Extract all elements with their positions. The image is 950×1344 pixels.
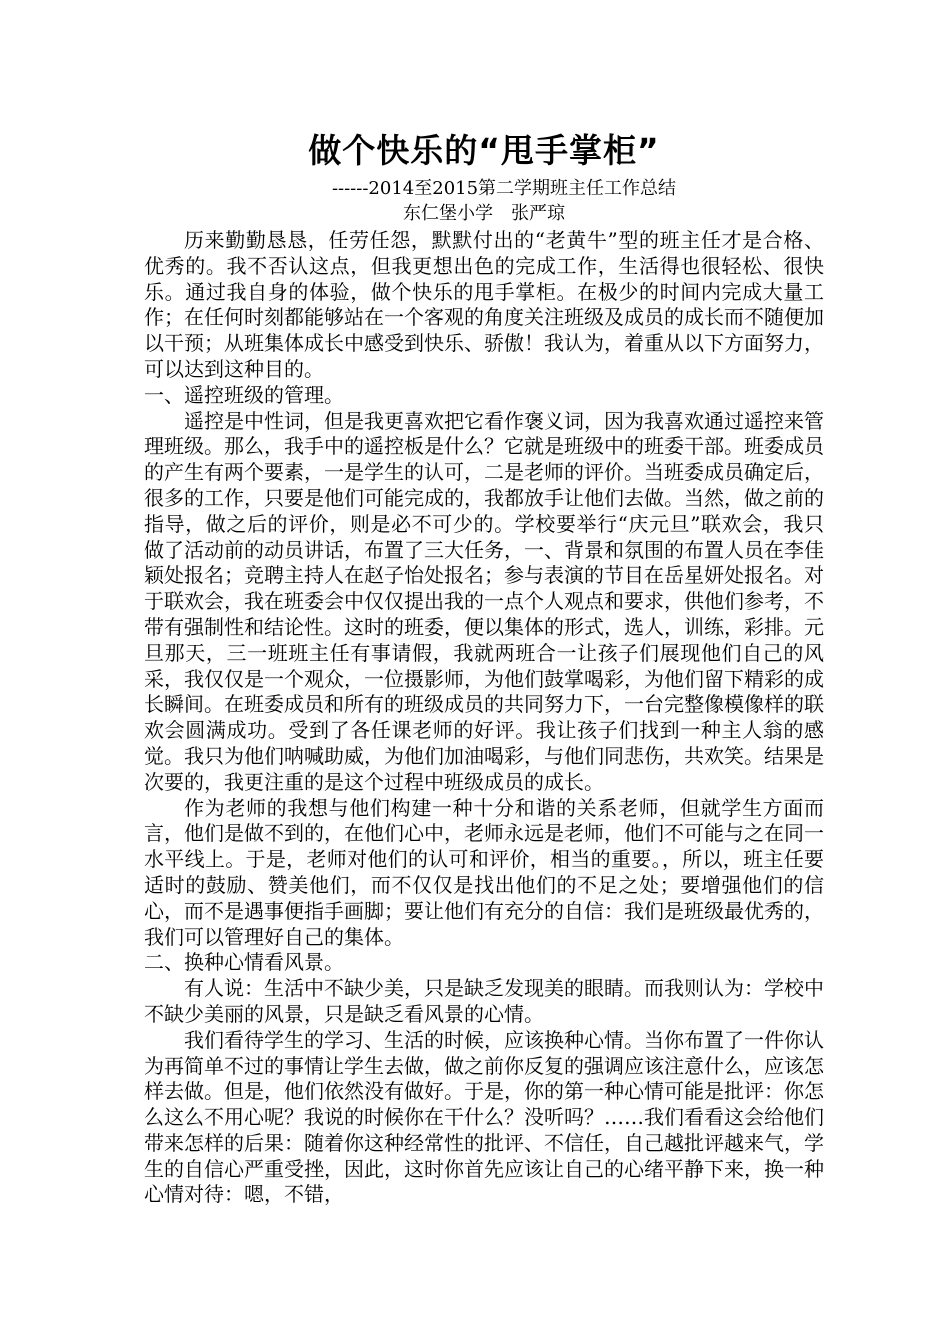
section-heading-1: 一、遥控班级的管理。 bbox=[144, 382, 344, 407]
paragraph-teacher-relationship: 作为老师的我想与他们构建一种十分和谐的关系老师，但就学生方面而言，他们是做不到的，在他们心中，老师永远是老师，他们不可能与之在同一水平线上。于是，老师对他们的认可和评价，相当的重要。，所以，班主任要适时的鼓励、赞美他们，而不仅仅是找出他们的不足之处；要增强他们的信心，而不是遇事便指手画脚；要让他们有充分的自信：我们是班级最优秀的，我们可以管理好自己的集体。 bbox=[144, 795, 824, 949]
document-author: 东仁堡小学 张严琼 bbox=[403, 203, 565, 224]
document-body bbox=[144, 228, 824, 1208]
section-heading-2: 二、换种心情看风景。 bbox=[144, 950, 344, 975]
document-page bbox=[144, 128, 824, 1208]
document-title: 做个快乐的“甩手掌柜” bbox=[308, 131, 660, 170]
document-subtitle: ------2014至2015第二学期班主任工作总结 bbox=[331, 178, 677, 199]
paragraph-intro: 历来勤勤恳恳，任劳任怨，默默付出的“老黄牛”型的班主任才是合格、优秀的。我不否认这点，但我更想出色的完成工作，生活得也很轻松、很快乐。通过我自身的体验，做个快乐的甩手掌柜。在极少的时间内完成大量工作；在任何时刻都能够站在一个客观的角度关注班级及成员的成长而不随便加以干预；从班集体成长中感受到快乐、骄傲！我认为，着重从以下方面努力，可以达到这种目的。 bbox=[144, 228, 824, 381]
paragraph-remote-control: 遥控是中性词，但是我更喜欢把它看作褒义词，因为我喜欢通过遥控来管理班级。那么，我手中的遥控板是什么？它就是班级中的班委干部。班委成员的产生有两个要素，一是学生的认可，二是老师的评价。当班委成员确定后，很多的工作，只要是他们可能完成的，我都放手让他们去做。当然，做之前的指导，做之后的评价，则是必不可少的。学校要举行“庆元旦”联欢会，我只做了活动前的动员讲话，布置了三大任务，一、背景和氛围的布置人员在李佳颖处报名；竞聘主持人在赵子怡处报名；参与表演的节目在岳星妍处报名。对于联欢会，我在班委会中仅仅提出我的一点个人观点和要求，供他们参考，不带有强制性和结论性。这时的班委，便以集体的形式，选人，训练，彩排。元旦那天，三一班班主任有事请假，我就两班合一让孩子们展现他们自己的风采，我仅仅是一个观众，一位摄影师，为他们鼓掌喝彩，为他们留下精彩的成长瞬间。在班委成员和所有的班级成员的共同努力下，一台完整像模像样的联欢会圆满成功。受到了各任课老师的好评。我让孩子们找到一种主人翁的感觉。我只为他们呐喊助威，为他们加油喝彩，与他们同悲伤，共欢笑。结果是次要的，我更注重的是这个过程中班级成员的成长。 bbox=[144, 408, 824, 794]
paragraph-scenery: 有人说：生活中不缺少美，只是缺乏发现美的眼睛。而我则认为：学校中不缺少美丽的风景，只是缺乏看风景的心情。 bbox=[144, 976, 824, 1026]
paragraph-change-mood: 我们看待学生的学习、生活的时候，应该换种心情。当你布置了一件你认为再简单不过的事情让学生去做，做之前你反复的强调应该注意什么，应该怎样去做。但是，他们依然没有做好。于是，你的第一种心情可能是批评：你怎么这么不用心呢？我说的时候你在干什么？没听吗？……我们看看这会给他们带来怎样的后果：随着你这种经常性的批评、不信任，自己越批评越来气，学生的自信心严重受挫，因此，这时你首先应该让自己的心绪平静下来，换一种心情对待：嗯，不错， bbox=[144, 1027, 824, 1207]
